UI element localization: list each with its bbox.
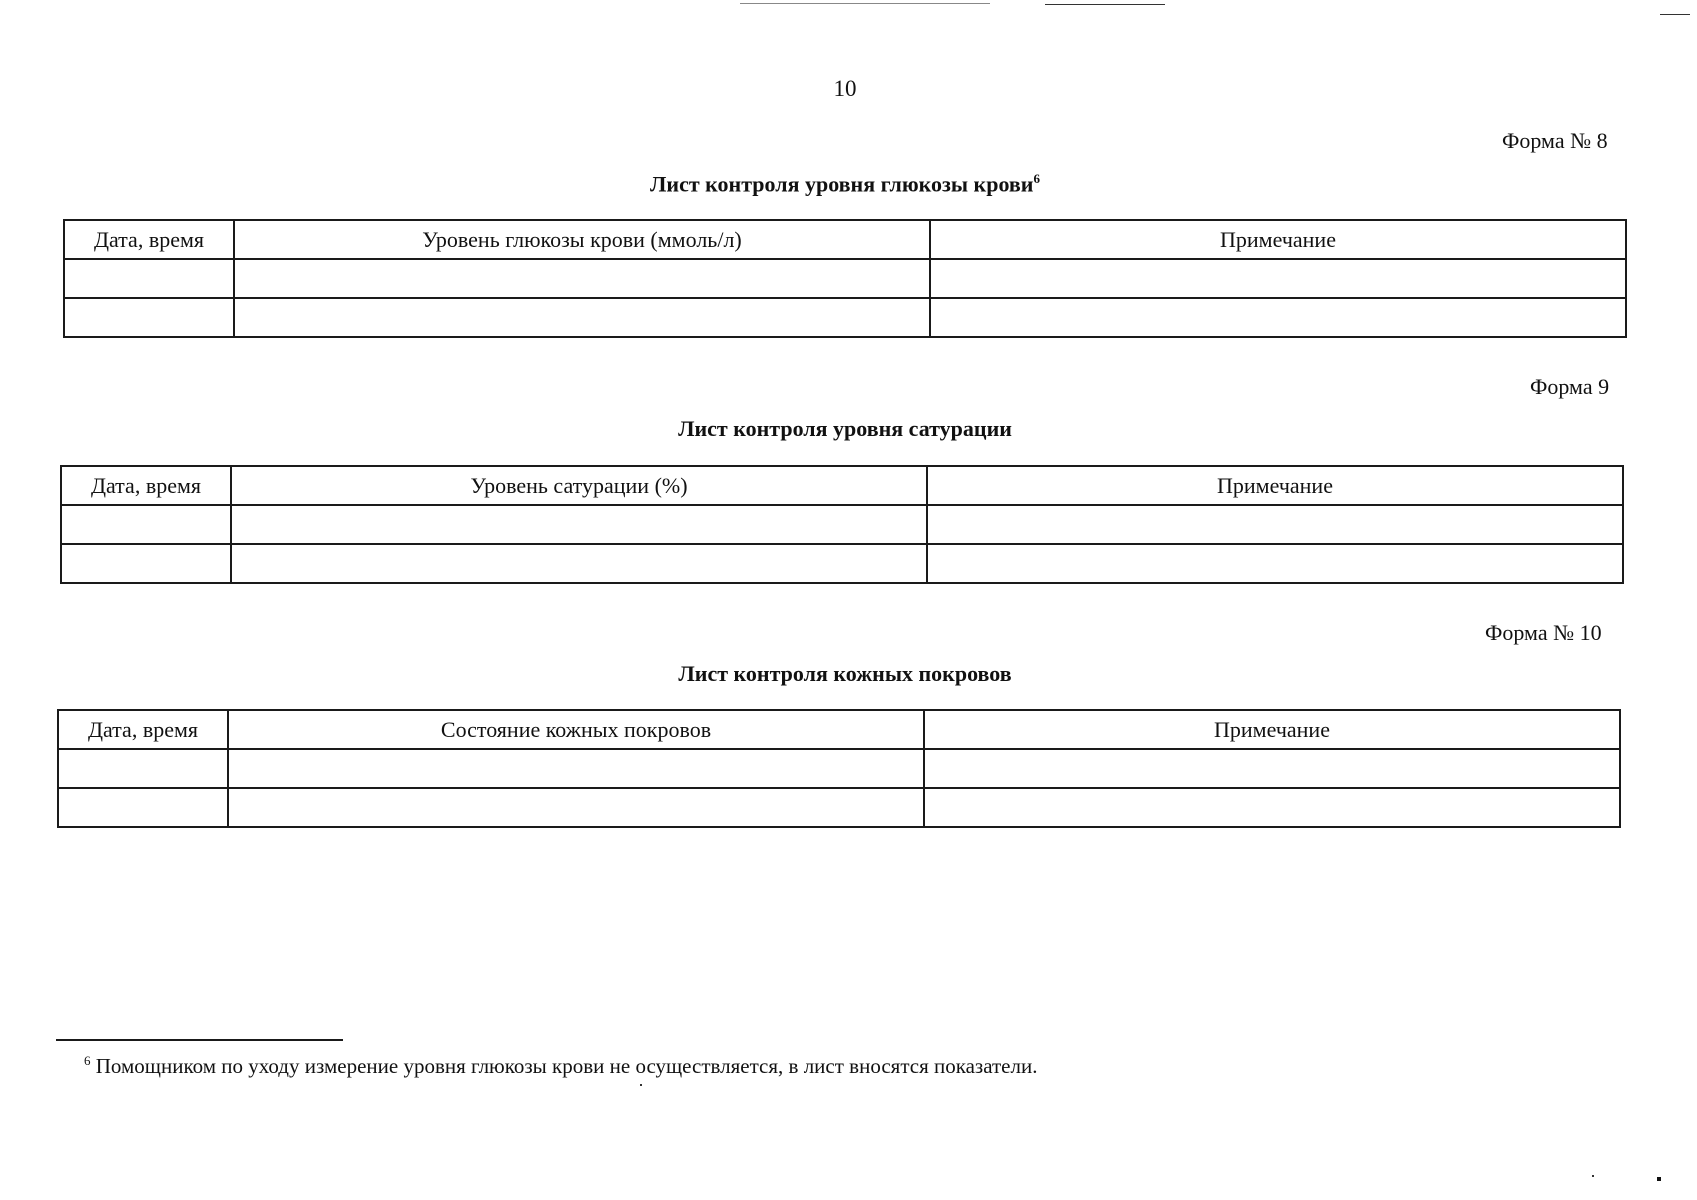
table-header-row [64, 220, 1626, 259]
form-10-title [0, 661, 1690, 687]
table-row [64, 298, 1626, 337]
table-cell [61, 505, 231, 544]
table-cell [64, 259, 234, 298]
column-header-note: Примечание [927, 466, 1623, 505]
scan-artifact-dot [1657, 1177, 1661, 1181]
scan-artifact-top-right [1660, 14, 1690, 15]
column-header-skin-condition: Состояние кожных покровов [228, 710, 924, 749]
form-8-label: Форма № 8 [1502, 128, 1608, 153]
glucose-log-table [63, 219, 1627, 338]
footnote-text: Помощником по уходу измерение уровня глюкозы крови не осуществляется, в лист вносятся показатели. [95, 1054, 1038, 1078]
table-cell [234, 259, 930, 298]
saturation-log-table [60, 465, 1624, 584]
table-row [58, 749, 1620, 788]
column-header-note: Примечание [930, 220, 1626, 259]
column-header-saturation-level: Уровень сатурации (%) [231, 466, 927, 505]
table-row [61, 544, 1623, 583]
column-header-date-time: Дата, время [58, 710, 228, 749]
form-10-label: Форма № 10 [1485, 620, 1602, 645]
table-cell [930, 259, 1626, 298]
table-row [58, 788, 1620, 827]
table-cell [58, 749, 228, 788]
table-cell [64, 298, 234, 337]
table-row [64, 259, 1626, 298]
table-cell [930, 298, 1626, 337]
scan-artifact-dot [1592, 1175, 1594, 1177]
scan-artifact-top-line [740, 3, 990, 4]
form-9-title-text: Лист контроля уровня сатурации [678, 416, 1012, 441]
footnote-number: 6 [84, 1053, 91, 1068]
form-8-title [0, 171, 1690, 197]
table-cell [927, 505, 1623, 544]
table-cell [924, 788, 1620, 827]
table-cell [228, 788, 924, 827]
column-header-note: Примечание [924, 710, 1620, 749]
table-row [61, 505, 1623, 544]
table-header-row [58, 710, 1620, 749]
table-cell [234, 298, 930, 337]
scan-artifact-dot [640, 1084, 642, 1086]
table-cell [228, 749, 924, 788]
skin-condition-log-table [57, 709, 1621, 828]
table-cell [58, 788, 228, 827]
form-10-title-text: Лист контроля кожных покровов [678, 661, 1012, 686]
table-header-row [61, 466, 1623, 505]
column-header-date-time: Дата, время [64, 220, 234, 259]
footnote-separator [56, 1039, 343, 1041]
footnote [84, 1053, 1037, 1079]
scan-artifact-top-line [1045, 4, 1165, 5]
table-cell [61, 544, 231, 583]
form-8-title-text: Лист контроля уровня глюкозы крови [650, 171, 1034, 197]
table-cell [231, 505, 927, 544]
column-header-date-time: Дата, время [61, 466, 231, 505]
footnote-ref-6: 6 [1033, 171, 1040, 186]
form-9-title [0, 416, 1690, 442]
table-cell [927, 544, 1623, 583]
table-cell [924, 749, 1620, 788]
column-header-glucose-level: Уровень глюкозы крови (ммоль/л) [234, 220, 930, 259]
form-9-label: Форма 9 [1530, 374, 1610, 399]
table-cell [231, 544, 927, 583]
page-number: 10 [833, 76, 857, 101]
